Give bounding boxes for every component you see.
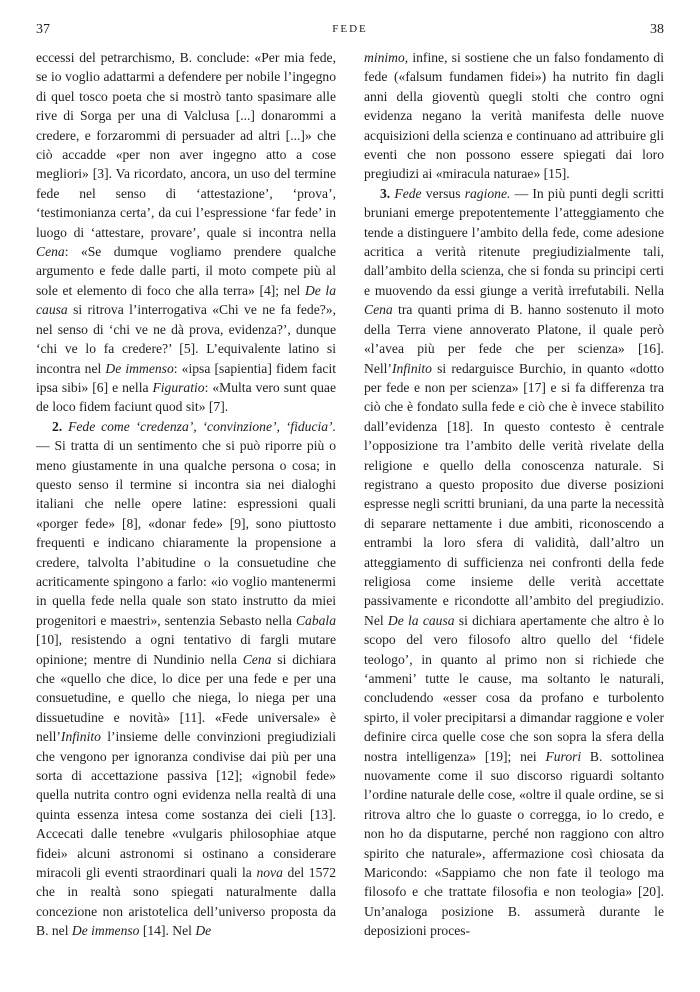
section-number: 3. xyxy=(380,185,395,201)
italic-run: Cena xyxy=(36,244,65,260)
italic-run: Infinito xyxy=(60,729,101,745)
text-run: si dichiara apertamente che altro è lo scopo del vero filosofo altro quello del ‘fidele teologo’, in quanto al primo non si richiede che ‘ammeni’ tutte le cause, ma soltanto le naturali, concludendo «esser cosa da profano e turbolento spirto, il voler precipitarsi a dimandar raggione e voler definire circa quelle cose che son sopra la sfera della nostra intelligenza» [19]; nei xyxy=(364,612,664,764)
text-run: si ritrova l’interrogativa «Chi ve ne fa fede?», nel senso di ‘chi ve ne dà prova, evidenza?’, dunque ‘chi ve lo fa credere?’ [5]. L’equivalente latino si incontra nel xyxy=(36,302,336,376)
text-run: si redarguisce Burchio, in quanto «dotto per fede e non per scienza» [17] e si fa differenza tra ciò che è fondato sulla fede e ciò che è invece stabilito dall’evidenza [18]. In questo contesto è centrale l’opposizione tra l’ambito delle verità rivelate della religione e quello della conoscenza naturale. Si registrano a questo proposito due diverse posizioni espresse negli scritti bruniani, da una parte la necessità di separare nettamente i due ambiti, riconoscendo a entrambi la loro sfera di validità, dall’altro un atteggiamento di sufficienza nei confronti della fede religiosa come insieme delle verità accettate passivamente e ricondotte all’ambito del pregiudizio. Nel xyxy=(364,360,664,628)
italic-run: nova xyxy=(256,865,283,881)
italic-run: Infinito xyxy=(391,360,432,376)
text-run: — In più punti degli scritti bruniani emerge prepotentemente l’atteggiamento che tende a distinguere l’ambito della fede, come adesione acritica a verità ritenute pregiudizialmente tali, dall’ambito della scienza, che si fonda su principi certi e muovendo da essi giunge a verità irrefutabili. Nella xyxy=(364,185,664,298)
text-run: eccessi del petrarchismo, B. conclude: «Per mia fede, se io voglio adattarmi a defendere per nobile l’ingegno di quel tosco poeta che si mostrò tanto spasimare alle rive di Sorga per una di Valclusa [...] donarommi a credere, e forzarommi di persuader ad altri [...]» che ciò accadde «per non aver ingegno atto a cose megliori» [3]. Va ricordato, ancora, un uso del termine fede nel senso di ‘attestazione’, ‘prova’, ‘testimonianza certa’, da cui l’espressione ‘far fede’ in luogo di ‘attestare, provare’, quale si incontra nella xyxy=(36,50,336,240)
italic-run: Fede come ‘credenza’, ‘convinzione’, ‘fiducia’. xyxy=(68,418,336,434)
italic-run: Fede xyxy=(394,185,422,201)
italic-run: De xyxy=(195,923,212,939)
running-title: FEDE xyxy=(332,23,368,35)
italic-run: ragione. xyxy=(464,185,511,201)
italic-run: minimo xyxy=(364,50,405,65)
italic-run: Cena xyxy=(364,302,393,318)
text-run: : «Multa vero sunt quae de loco fidem faciunt quod sit» [7]. xyxy=(36,379,336,415)
text-run: [10], resistendo a ogni tentativo di fargli mutare opinione; mentre di Nundinio nella xyxy=(36,632,336,667)
running-header xyxy=(36,22,664,42)
italic-run: De immenso xyxy=(71,923,140,939)
paragraph-fede-credenza xyxy=(36,417,336,941)
paragraph-fede-attestazione xyxy=(36,48,336,417)
text-run: : «ipsa [sapientia] fidem facit ipsa sibi» [6] e nella xyxy=(36,360,336,395)
text-run: versus xyxy=(421,185,465,201)
italic-run: Figuratio xyxy=(152,379,205,395)
right-column xyxy=(364,48,664,978)
text-run: si dichiara che «quello che dice, lo dice per una fede e per una consuetudine, e quello che niega, lo niega per una dissuetudine e novità» [11]. «Fede universale» è nell’ xyxy=(36,651,336,745)
italic-run: De la causa xyxy=(387,612,455,628)
page-number-right: 38 xyxy=(650,22,664,37)
text-run: [14]. Nel xyxy=(139,923,196,939)
left-column xyxy=(36,48,336,978)
text-run: del 1572 che in realtà sono spiegati naturalmente dalla concezione non aristotelica dell’universo proposta da B. nel xyxy=(36,865,336,939)
italic-run: Cabala xyxy=(295,612,336,628)
text-run: B. sottolinea nuovamente come il suo discorso riguardi soltanto l’ordine naturale delle cose, «oltre il quale ordine, se si ritrova altro che lo guaste o corregga, io lo credo, e non ho da disputarne, perché non raggiono con altro spirito che naturale», affermazione così chiosata da Maricondo: «Sappiamo che non fate il teologo ma filosofo e che trattate filosofia e non teologia» [20]. Un’analoga posizione B. assumerà durante le deposizioni proces- xyxy=(364,748,664,939)
paragraph-fede-versus-ragione xyxy=(364,184,664,941)
text-run: , infine, si sostiene che un falso fondamento di fede («falsum fundamen fidei») ha nutrito fin dagli anni della gioventù quegli stolti che contro ogni evidenza negano la verità manifesta delle nuove acquisizioni della scienza e continuano ad attribuire gli eventi che non possono essere spiegati dai loro pregiudizi ai «miracula naturae» [15]. xyxy=(364,50,664,182)
italic-run: De immenso xyxy=(105,360,174,376)
text-run: tra quanti prima di B. hanno sostenuto il moto della Terra viene annoverato Platone, il quale però «l’avea più per fede che per scienza» [16]. Nell’ xyxy=(364,302,664,376)
text-columns xyxy=(36,48,664,978)
text-run: : «Se dumque vogliamo prendere qualche argumento e fede dalle parti, il moto compete più al sole et elemento di foco che alla terra» [4]; nel xyxy=(36,244,336,298)
text-run: — Si tratta di un sentimento che si può riporre più o meno giustamente in una qualche persona o cosa; in questo senso il termine si incontra sia nei dialoghi italiani che nelle opere latine: espressioni quali «porger fede» [8], «donar fede» [9], sono piuttosto frequenti e indicano chiaramente la propensione a credere, talvolta l’abitudine o la consuetudine che acriticamente spingono a farlo: «io voglio mantenermi in quella fede nella quale son stato instrutto da miei progenitori e maestri», sentenzia Sebasto nella xyxy=(36,438,336,628)
italic-run: De la causa xyxy=(36,282,336,318)
paragraph-de-minimo xyxy=(364,48,664,184)
italic-run: Furori xyxy=(545,748,582,764)
page-number-left: 37 xyxy=(36,22,50,37)
section-number: 2. xyxy=(52,418,69,434)
italic-run: Cena xyxy=(242,651,272,667)
text-run: l’insieme delle convinzioni pregiudiziali che vengono per ignoranza condivise dai più per una sorta di accettazione passiva [12]; «ignobil fede» quella nutrita contro ogni evidenza nella realtà di una quinta essenza intesa come sostanza dei cieli [13]. Accecati dalle tenebre «vulgaris philosophiae atque fidei» alcuni astronomi si ostinano a considerare miracoli gli eventi straordinari quali la xyxy=(36,729,336,881)
